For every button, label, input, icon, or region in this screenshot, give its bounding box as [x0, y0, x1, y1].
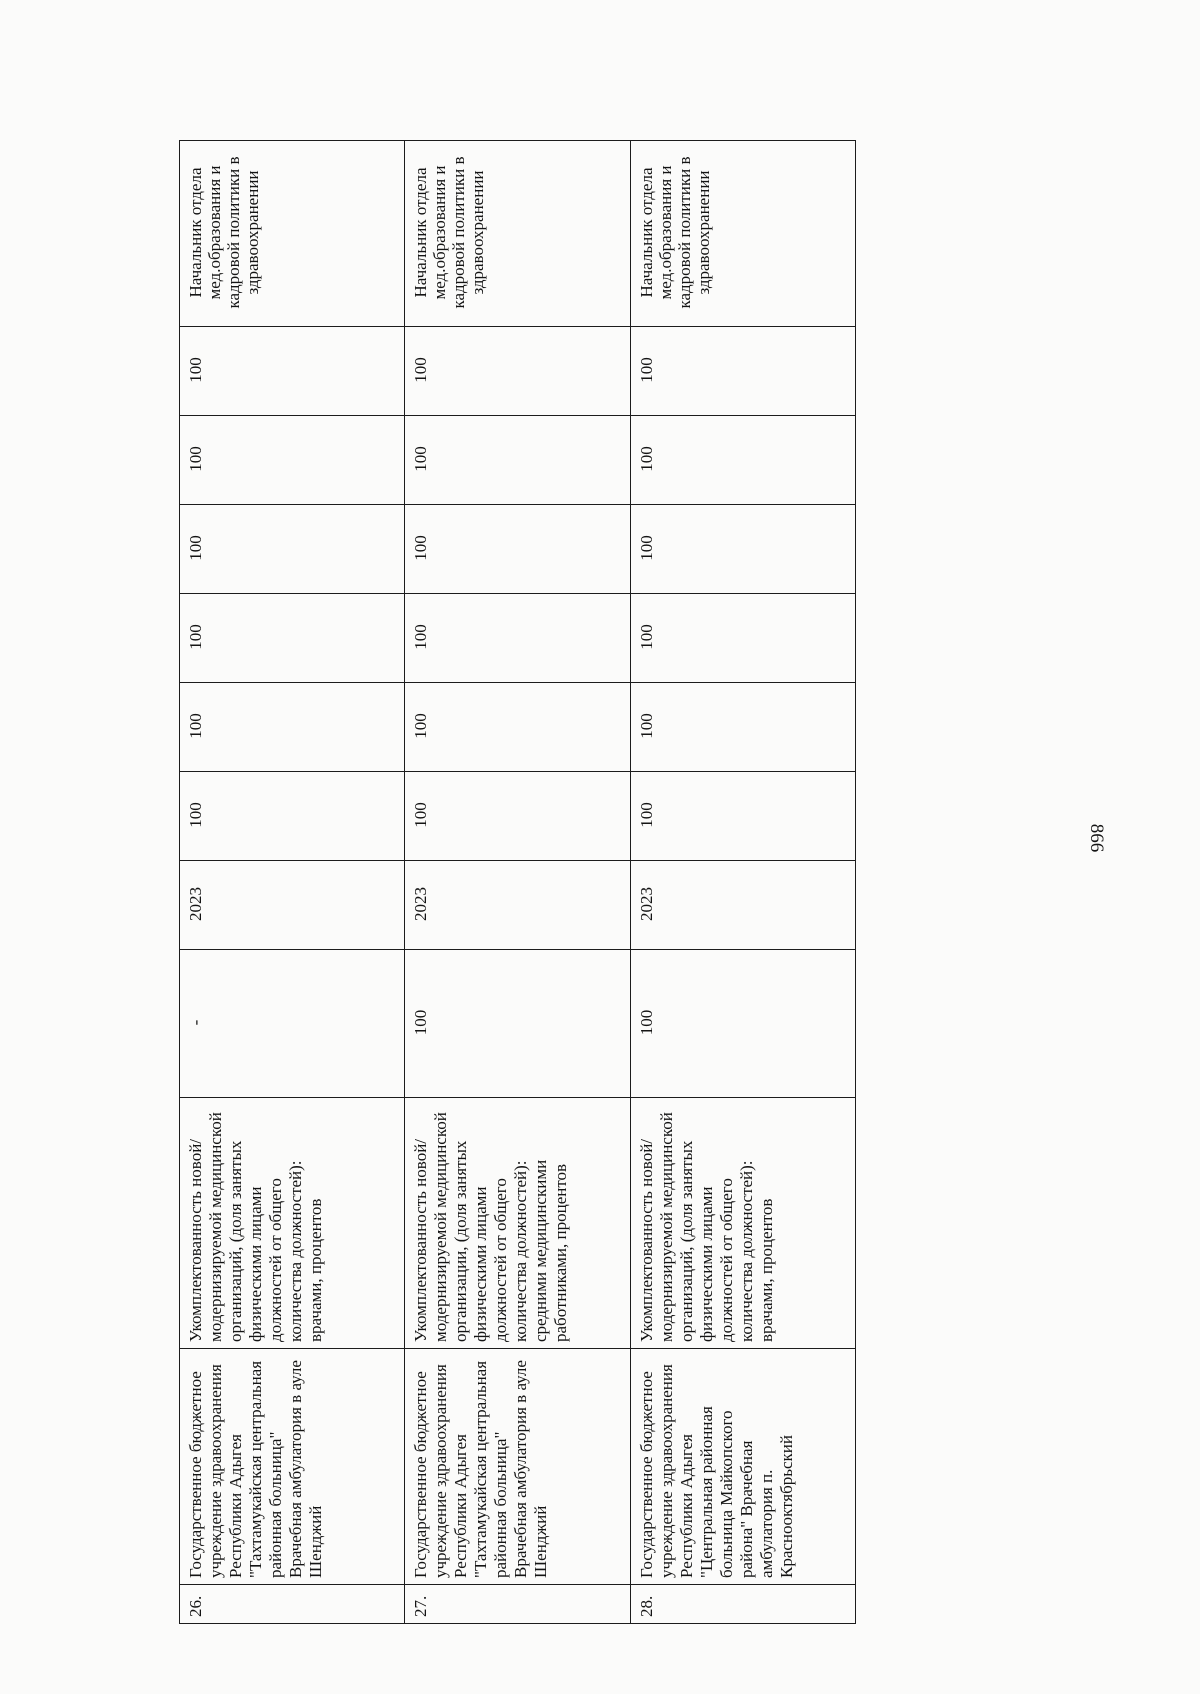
row-number-cell: 26. — [180, 1585, 405, 1624]
institution-cell: Государственное бюджетное учреждение здравоохранения Республики Адыгея "Центральная районная больница Майкопского района" Врачебная амбулатория п. Краснооктябрьский — [630, 1349, 855, 1585]
value-cell: 100 — [180, 772, 405, 861]
value-cell: 100 — [630, 772, 855, 861]
value-cell: 100 — [180, 505, 405, 594]
table-row — [405, 141, 630, 1624]
page-number: 866 — [1086, 823, 1107, 853]
value-cell: 100 — [405, 683, 630, 772]
value-cell: 100 — [630, 327, 855, 416]
indicator-cell: Укомплектованность новой/модернизируемой медицинской организаций, (доля занятых физическими лицами должностей от общего количества должностей): врачами, процентов — [180, 1098, 405, 1349]
value-cell: 100 — [630, 505, 855, 594]
value-cell: 100 — [630, 683, 855, 772]
value-cell: 100 — [405, 327, 630, 416]
year-cell: 2023 — [630, 861, 855, 950]
base-value-cell: 100 — [630, 950, 855, 1098]
row-number-cell: 28. — [630, 1585, 855, 1624]
value-cell: 100 — [180, 327, 405, 416]
indicator-cell: Укомплектованность новой/модернизируемой медицинской организаций, (доля занятых физическими лицами должностей от общего количества должностей): врачами, процентов — [630, 1098, 855, 1349]
value-cell: 100 — [405, 416, 630, 505]
value-cell: 100 — [405, 505, 630, 594]
value-cell: 100 — [630, 416, 855, 505]
value-cell: 100 — [180, 683, 405, 772]
institution-cell: Государственное бюджетное учреждение здравоохранения Республики Адыгея "Тахтамукайская центральная районная больница" Врачебная амбулатория в ауле Шенджий — [180, 1349, 405, 1585]
value-cell: 100 — [630, 594, 855, 683]
rotated-table-sheet — [179, 140, 856, 1624]
row-number-cell: 27. — [405, 1585, 630, 1624]
value-cell: 100 — [405, 594, 630, 683]
institution-cell: Государственное бюджетное учреждение здравоохранения Республики Адыгея "Тахтамукайская центральная районная больница" Врачебная амбулатория в ауле Шенджий — [405, 1349, 630, 1585]
targets-table — [179, 140, 856, 1624]
indicator-cell: Укомплектованность новой/модернизируемой медицинской организации, (доля занятых физическими лицами должностей от общего количества должностей): средними медицинскими работниками, процентов — [405, 1098, 630, 1349]
table-row — [630, 141, 855, 1624]
table-row — [180, 141, 405, 1624]
value-cell: 100 — [180, 416, 405, 505]
value-cell: 100 — [180, 594, 405, 683]
value-cell: 100 — [405, 772, 630, 861]
year-cell: 2023 — [405, 861, 630, 950]
responsible-cell: Начальник отдела мед.образования и кадровой политики в здравоохранении — [405, 141, 630, 327]
base-value-cell: 100 — [405, 950, 630, 1098]
responsible-cell: Начальник отдела мед.образования и кадровой политики в здравоохранении — [630, 141, 855, 327]
base-value-cell: - — [180, 950, 405, 1098]
responsible-cell: Начальник отдела мед.образования и кадровой политики в здравоохранении — [180, 141, 405, 327]
year-cell: 2023 — [180, 861, 405, 950]
